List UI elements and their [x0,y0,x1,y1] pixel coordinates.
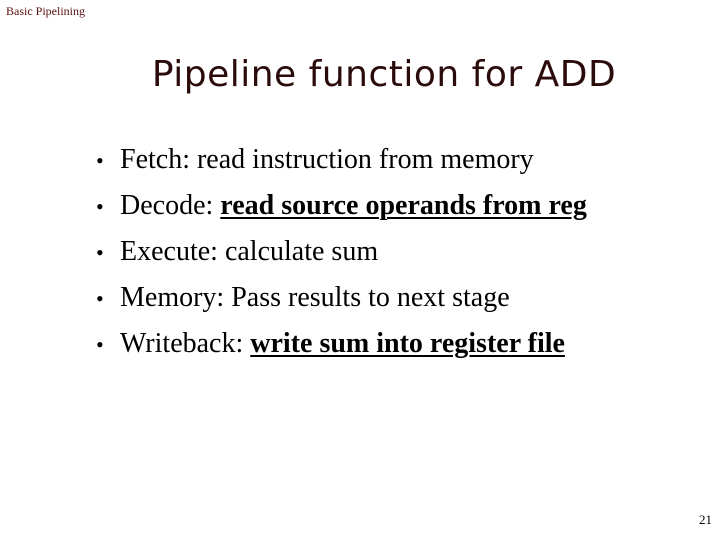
bullet-list [96,144,587,374]
section-header-label: Basic Pipelining [6,4,85,18]
bullet-icon: • [96,194,104,219]
bullet-item-writeback [96,328,587,374]
slide-title: Pipeline function for ADD [151,54,617,95]
bullet-item-fetch [96,144,587,190]
bullet-text: Fetch: read instruction from memory [120,144,534,175]
bullet-text: Execute: calculate sum [120,236,379,267]
bullet-text: Writeback: [120,328,251,359]
page-number: 21 [699,512,712,527]
bullet-icon: • [96,240,104,265]
bullet-icon: • [96,286,104,311]
bullet-text: Decode: [120,190,221,221]
bullet-icon: • [96,332,104,357]
bullet-icon: • [96,148,104,173]
bullet-item-execute [96,236,587,282]
bullet-emphasis-text: write sum into register file [250,328,565,359]
bullet-item-decode [96,190,587,236]
bullet-item-memory [96,282,587,328]
bullet-text: Memory: Pass results to next stage [120,282,510,313]
bullet-emphasis-text: read source operands from reg [220,190,587,221]
